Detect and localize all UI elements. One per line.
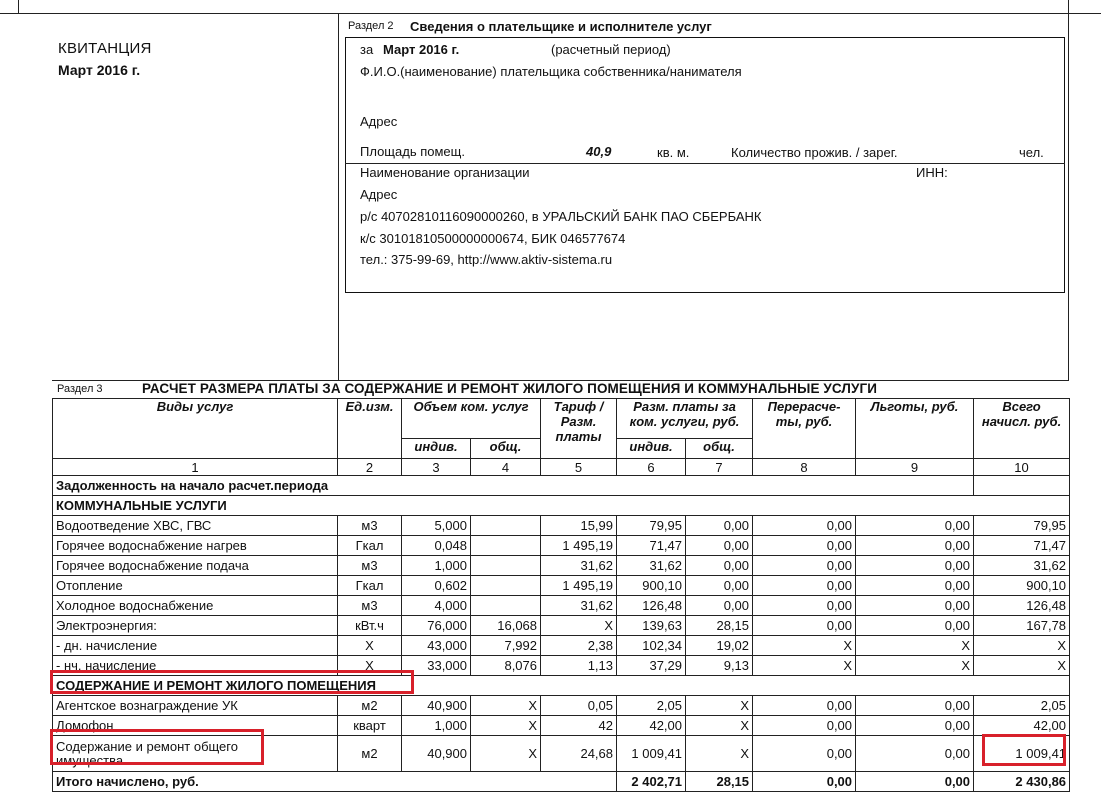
utility-row xyxy=(53,576,1070,596)
utility-cell: - дн. начисление xyxy=(53,636,338,656)
maintenance-cell: 2,05 xyxy=(974,696,1070,716)
period-value: Март 2016 г. xyxy=(383,42,460,57)
utility-cell: 0,00 xyxy=(686,596,753,616)
utility-cell: 76,000 xyxy=(402,616,471,636)
utility-cell: 0,00 xyxy=(686,556,753,576)
maintenance-cell: кварт xyxy=(338,716,402,736)
utility-cell: 0,00 xyxy=(686,536,753,556)
contacts-line: тел.: 375-99-69, http://www.aktiv-sistema.ru xyxy=(360,252,613,267)
cp-benefits: 0,00 xyxy=(856,736,974,772)
left-divider xyxy=(18,0,19,13)
header-service: Виды услуг xyxy=(53,399,338,459)
utility-cell: X xyxy=(541,616,617,636)
utility-cell: 9,13 xyxy=(686,656,753,676)
cp-tariff: 24,68 xyxy=(541,736,617,772)
section2-label: Раздел 2 xyxy=(348,20,394,32)
maintenance-cell: X xyxy=(686,696,753,716)
utility-cell: 2,38 xyxy=(541,636,617,656)
utility-cell: 16,068 xyxy=(471,616,541,636)
top-border xyxy=(0,13,1101,14)
utility-cell: - нч. начисление xyxy=(53,656,338,676)
utility-row xyxy=(53,616,1070,636)
utility-cell: 0,00 xyxy=(753,576,856,596)
maintenance-title: СОДЕРЖАНИЕ И РЕМОНТ ЖИЛОГО ПОМЕЩЕНИЯ xyxy=(53,676,1070,696)
utility-cell: 7,992 xyxy=(471,636,541,656)
utility-cell: м3 xyxy=(338,596,402,616)
utility-cell: 0,00 xyxy=(686,516,753,536)
utility-cell: 900,10 xyxy=(974,576,1070,596)
header-unit: Ед.изм. xyxy=(338,399,402,459)
utility-cell: 0,00 xyxy=(753,516,856,536)
area-unit: кв. м. xyxy=(657,145,690,160)
utility-cell: Электроэнергия: xyxy=(53,616,338,636)
utility-cell: 31,62 xyxy=(617,556,686,576)
utility-cell: 0,00 xyxy=(753,616,856,636)
highlight-common-property-total xyxy=(982,734,1066,766)
column-number: 3 xyxy=(402,459,471,476)
maintenance-cell: X xyxy=(686,716,753,736)
inn-label: ИНН: xyxy=(916,165,948,180)
utility-cell: 31,62 xyxy=(974,556,1070,576)
utility-cell: Гкал xyxy=(338,536,402,556)
utility-cell: X xyxy=(338,636,402,656)
column-number: 10 xyxy=(974,459,1070,476)
utility-cell: 43,000 xyxy=(402,636,471,656)
utility-cell: 102,34 xyxy=(617,636,686,656)
maintenance-cell: 0,00 xyxy=(753,716,856,736)
cp-unit: м2 xyxy=(338,736,402,772)
utility-cell: 0,602 xyxy=(402,576,471,596)
utility-row xyxy=(53,556,1070,576)
maintenance-cell: 42 xyxy=(541,716,617,736)
utility-cell: 37,29 xyxy=(617,656,686,676)
utility-cell: м3 xyxy=(338,556,402,576)
totals-benefits: 0,00 xyxy=(856,772,974,792)
section3-title: РАСЧЕТ РАЗМЕРА ПЛАТЫ ЗА СОДЕРЖАНИЕ И РЕМОНТ ЖИЛОГО ПОМЕЩЕНИЯ И КОММУНАЛЬНЫЕ УСЛУГИ xyxy=(142,381,878,396)
utility-cell: кВт.ч xyxy=(338,616,402,636)
maintenance-cell: 0,00 xyxy=(856,716,974,736)
utilities-section-row xyxy=(53,496,1070,516)
utility-cell xyxy=(471,516,541,536)
utility-cell: 0,00 xyxy=(856,556,974,576)
utility-cell: 0,00 xyxy=(753,556,856,576)
utility-cell: 1 495,19 xyxy=(541,576,617,596)
utility-cell: X xyxy=(974,636,1070,656)
utility-cell: 0,00 xyxy=(856,616,974,636)
utility-cell: 79,95 xyxy=(617,516,686,536)
maintenance-cell: 40,900 xyxy=(402,696,471,716)
totals-pay-common: 28,15 xyxy=(686,772,753,792)
utility-cell: 139,63 xyxy=(617,616,686,636)
section2-title: Сведения о плательщике и исполнителе услуг xyxy=(410,19,712,34)
utility-cell: 0,00 xyxy=(753,536,856,556)
residents-unit: чел. xyxy=(1019,145,1044,160)
header-total: Всего начисл. руб. xyxy=(974,399,1070,459)
utility-cell: м3 xyxy=(338,516,402,536)
header-volume-common: общ. xyxy=(471,439,541,459)
header-volume-indiv: индив. xyxy=(402,439,471,459)
receipt-title: КВИТАНЦИЯ xyxy=(58,40,152,57)
header-benefits: Льготы, руб. xyxy=(856,399,974,459)
area-label: Площадь помещ. xyxy=(360,144,465,159)
totals-row xyxy=(53,772,1070,792)
utility-cell: 0,048 xyxy=(402,536,471,556)
utility-cell xyxy=(471,576,541,596)
utility-cell: 4,000 xyxy=(402,596,471,616)
debt-value xyxy=(974,476,1070,496)
utilities-body xyxy=(53,516,1070,676)
maintenance-cell: 2,05 xyxy=(617,696,686,716)
utility-cell: 0,00 xyxy=(856,516,974,536)
cp-pay-common: X xyxy=(686,736,753,772)
utility-row xyxy=(53,636,1070,656)
utility-cell: 167,78 xyxy=(974,616,1070,636)
utility-cell: 5,000 xyxy=(402,516,471,536)
maintenance-cell: Агентское вознаграждение УК xyxy=(53,696,338,716)
utility-cell: X xyxy=(753,636,856,656)
account-line: р/с 40702810116090000260, в УРАЛЬСКИЙ БАНК ПАО СБЕРБАНК xyxy=(360,209,762,224)
cp-common: X xyxy=(471,736,541,772)
utility-cell: Горячее водоснабжение подача xyxy=(53,556,338,576)
utility-cell: 0,00 xyxy=(856,596,974,616)
utility-cell: 900,10 xyxy=(617,576,686,596)
utility-cell xyxy=(471,596,541,616)
maintenance-cell: X xyxy=(471,696,541,716)
utility-cell xyxy=(471,536,541,556)
receipt-period: Март 2016 г. xyxy=(58,62,141,78)
column-number: 8 xyxy=(753,459,856,476)
debt-row xyxy=(53,476,1070,496)
utility-cell: X xyxy=(338,656,402,676)
column-numbers-row xyxy=(53,459,1070,476)
totals-recalc: 0,00 xyxy=(753,772,856,792)
utility-cell: 126,48 xyxy=(617,596,686,616)
column-number: 7 xyxy=(686,459,753,476)
corr-line: к/с 30101810500000000674, БИК 046577674 xyxy=(360,231,626,246)
payer-address-label: Адрес xyxy=(360,114,398,129)
utility-cell xyxy=(471,556,541,576)
header-volume: Объем ком. услуг xyxy=(402,399,541,439)
utilities-title: КОММУНАЛЬНЫЕ УСЛУГИ xyxy=(53,496,1070,516)
debt-label: Задолженность на начало расчет.периода xyxy=(53,476,974,496)
utility-cell: X xyxy=(974,656,1070,676)
maintenance-cell: 0,00 xyxy=(753,696,856,716)
totals-pay-indiv: 2 402,71 xyxy=(617,772,686,792)
maintenance-cell: X xyxy=(471,716,541,736)
utility-cell: Гкал xyxy=(338,576,402,596)
header-tariff: Тариф / Разм. платы xyxy=(541,399,617,459)
utility-cell: 33,000 xyxy=(402,656,471,676)
utility-cell: 0,00 xyxy=(753,596,856,616)
period-note: (расчетный период) xyxy=(551,42,671,57)
cp-indiv: 40,900 xyxy=(402,736,471,772)
header-payment-common: общ. xyxy=(686,439,753,459)
residents-label: Количество прожив. / зарег. xyxy=(731,145,898,160)
maintenance-cell: м2 xyxy=(338,696,402,716)
utility-cell: 71,47 xyxy=(617,536,686,556)
highlight-common-property xyxy=(50,729,264,765)
common-property-name-1: Содержание и ремонт общего xyxy=(56,738,238,754)
header-payment-indiv: индив. xyxy=(617,439,686,459)
right-divider xyxy=(1068,0,1069,380)
payer-label: Ф.И.О.(наименование) плательщика собственника/нанимателя xyxy=(360,64,742,79)
maintenance-cell: 0,00 xyxy=(856,696,974,716)
utility-cell: 0,00 xyxy=(856,576,974,596)
utility-cell: 0,00 xyxy=(686,576,753,596)
maintenance-cell: 42,00 xyxy=(974,716,1070,736)
maintenance-cell: 0,05 xyxy=(541,696,617,716)
utility-row xyxy=(53,596,1070,616)
payer-divider xyxy=(345,163,1065,164)
header-payment: Разм. платы за ком. услуги, руб. xyxy=(617,399,753,439)
common-property-name-2: имущества xyxy=(56,752,124,768)
period-prefix: за xyxy=(360,42,374,57)
column-number: 4 xyxy=(471,459,541,476)
column-number: 1 xyxy=(53,459,338,476)
utility-cell: 79,95 xyxy=(974,516,1070,536)
utility-cell: 71,47 xyxy=(974,536,1070,556)
utility-cell: Водоотведение ХВС, ГВС xyxy=(53,516,338,536)
header-recalc: Перерасче-ты, руб. xyxy=(753,399,856,459)
utility-cell: 1,13 xyxy=(541,656,617,676)
org-address-label: Адрес xyxy=(360,187,398,202)
column-number: 9 xyxy=(856,459,974,476)
column-number: 6 xyxy=(617,459,686,476)
highlight-maintenance-title xyxy=(50,670,414,694)
maintenance-cell: Домофон xyxy=(53,716,338,736)
utility-cell: X xyxy=(856,656,974,676)
utility-cell: 15,99 xyxy=(541,516,617,536)
cp-recalc: 0,00 xyxy=(753,736,856,772)
utility-cell: X xyxy=(856,636,974,656)
utility-cell: 28,15 xyxy=(686,616,753,636)
utility-cell: 0,00 xyxy=(856,536,974,556)
utility-cell: 1 495,19 xyxy=(541,536,617,556)
utility-cell: 126,48 xyxy=(974,596,1070,616)
column-number: 5 xyxy=(541,459,617,476)
cp-total: 1 009,41 xyxy=(974,736,1070,772)
utility-cell: 1,000 xyxy=(402,556,471,576)
maintenance-row xyxy=(53,696,1070,716)
area-value: 40,9 xyxy=(586,144,612,159)
cp-pay-indiv: 1 009,41 xyxy=(617,736,686,772)
utility-cell: 31,62 xyxy=(541,596,617,616)
utility-cell: Горячее водоснабжение нагрев xyxy=(53,536,338,556)
utility-cell: 31,62 xyxy=(541,556,617,576)
maintenance-cell: 1,000 xyxy=(402,716,471,736)
utility-cell: X xyxy=(753,656,856,676)
maintenance-cell: 42,00 xyxy=(617,716,686,736)
utility-cell: 8,076 xyxy=(471,656,541,676)
section-divider xyxy=(338,13,339,380)
utility-cell: 19,02 xyxy=(686,636,753,656)
utility-cell: Холодное водоснабжение xyxy=(53,596,338,616)
utility-row xyxy=(53,536,1070,556)
column-number: 2 xyxy=(338,459,402,476)
utility-row xyxy=(53,516,1070,536)
totals-total: 2 430,86 xyxy=(974,772,1070,792)
utility-cell: Отопление xyxy=(53,576,338,596)
totals-label: Итого начислено, руб. xyxy=(53,772,617,792)
section3-label: Раздел 3 xyxy=(57,383,103,395)
org-label: Наименование организации xyxy=(360,165,530,180)
